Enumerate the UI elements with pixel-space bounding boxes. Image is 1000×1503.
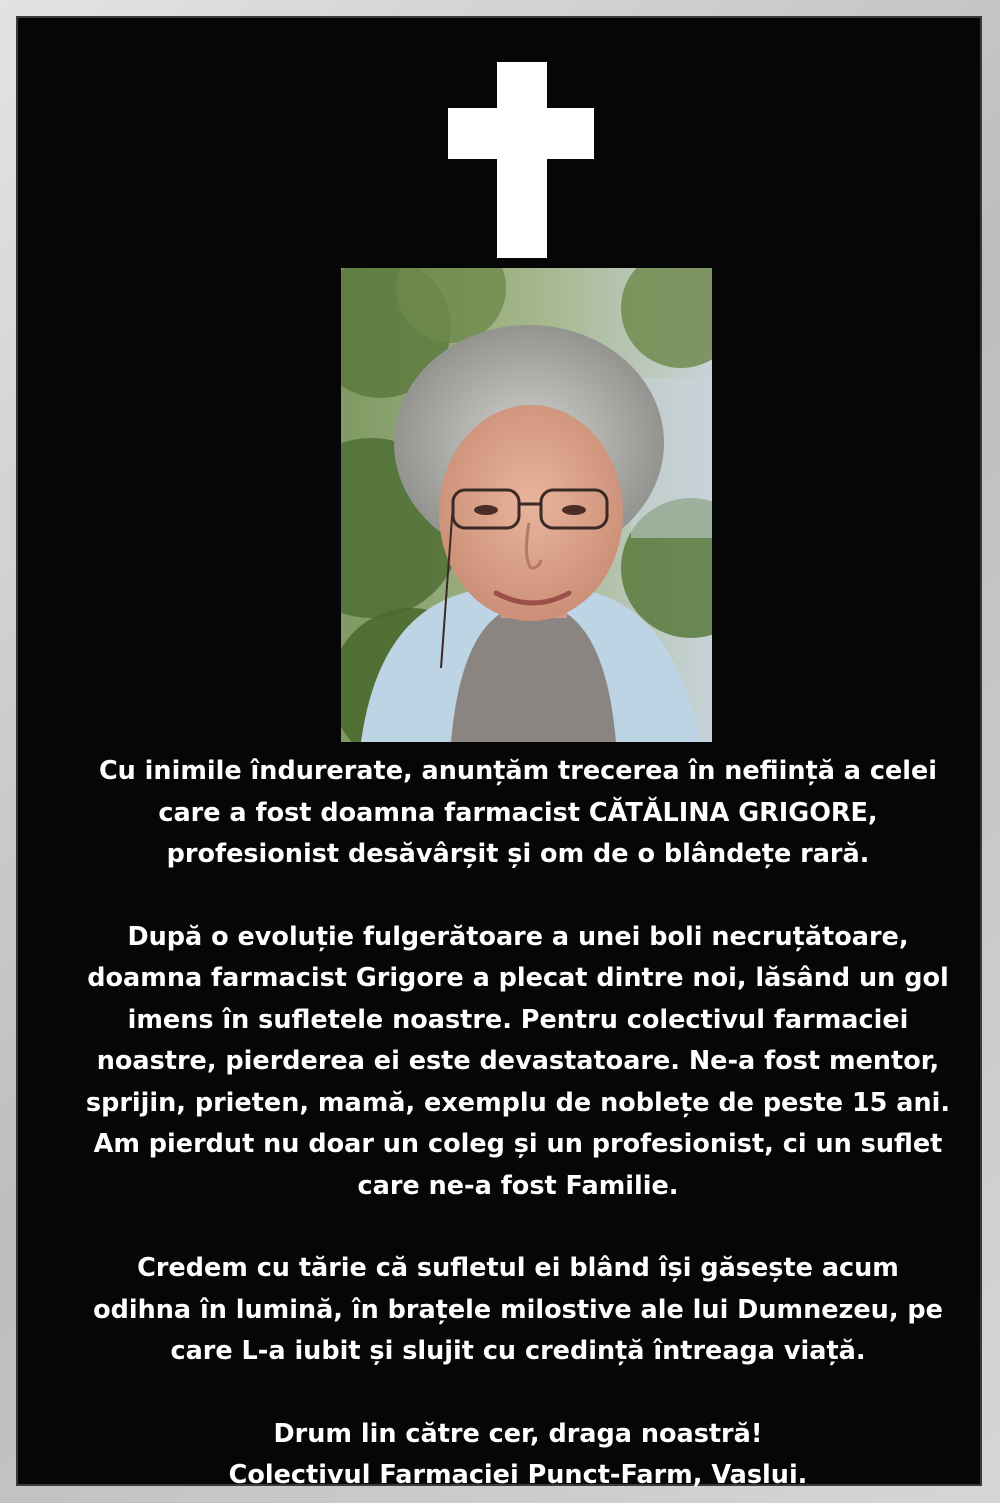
text-line: După o evoluție fulgerătoare a unei boli necruțătoare,: [127, 921, 909, 952]
obituary-paragraph: [58, 1248, 978, 1373]
obituary-paragraph: [58, 917, 978, 1208]
cross-icon: [448, 62, 594, 258]
text-line: profesionist desăvârșit și om de o blândețe rară.: [166, 839, 870, 869]
text-line: Drum lin către cer, draga noastră!: [273, 1418, 763, 1449]
text-line: care a fost doamna farmacist CĂTĂLINA GRIGORE,: [158, 797, 878, 828]
text-line: Credem cu tărie că sufletul ei blând își găsește acum: [137, 1253, 899, 1283]
portrait-photo: [341, 268, 712, 742]
text-line: care L-a iubit și slujit cu credință întreaga viață.: [170, 1336, 866, 1366]
text-line: imens în sufletele noastre. Pentru colectivul farmaciei: [127, 1004, 909, 1035]
text-line: Colectivul Farmaciei Punct-Farm, Vaslui.: [228, 1460, 808, 1490]
text-line: Am pierdut nu doar un coleg și un profesionist, ci un suflet: [93, 1129, 943, 1159]
text-line: Cu inimile îndurerate, anunțăm trecerea în neființă a celei: [98, 756, 938, 786]
obituary-panel: [16, 16, 982, 1490]
obituary-paragraph: [58, 751, 978, 876]
text-line: odihna în lumină, în brațele milostive ale lui Dumnezeu, pe: [93, 1294, 943, 1325]
obituary-text: [58, 751, 978, 1497]
text-line: noastre, pierderea ei este devastatoare. Ne-a fost mentor,: [96, 1046, 940, 1076]
obituary-paragraph: [58, 1414, 978, 1497]
text-line: care ne-a fost Familie.: [357, 1170, 679, 1201]
text-line: doamna farmacist Grigore a plecat dintre noi, lăsând un gol: [87, 963, 949, 993]
text-line: sprijin, prieten, mamă, exemplu de noblețe de peste 15 ani.: [85, 1087, 951, 1118]
